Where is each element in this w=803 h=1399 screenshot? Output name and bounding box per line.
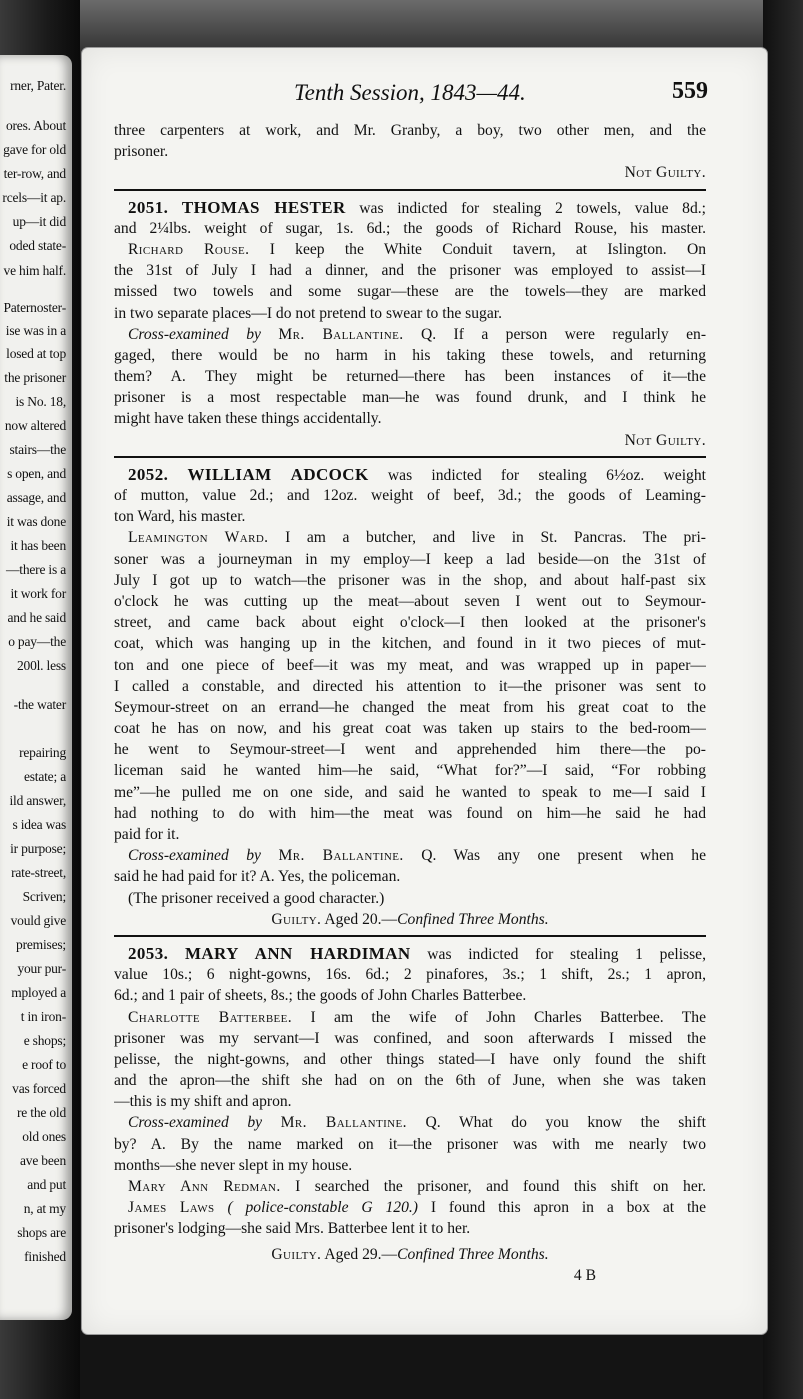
facing-page-text-fragment: it has been — [10, 538, 66, 553]
text-line: and 2¼lbs. weight of sugar, 1s. 6d.; the goods of Richard Rouse, his master. — [114, 219, 706, 237]
facing-page-text-fragment: Scriven; — [22, 889, 66, 904]
defendant-name: WILLIAM ADCOCK — [187, 464, 369, 484]
text-line: value 10s.; 6 night-gowns, 16s. 6d.; 2 pinafores, 3s.; 1 shift, 2s.; 1 apron, — [114, 966, 706, 984]
witness-name: Leamington Ward. — [128, 529, 269, 547]
facing-page-text-fragment: ild answer, — [9, 793, 66, 808]
text-line: prisoner was my servant—I was confined, and soon afterwards I missed the — [114, 1029, 706, 1047]
facing-page-text-fragment: and he said — [7, 610, 66, 625]
testimony-text: I found this apron in a box at the — [430, 1199, 706, 1217]
section-divider — [114, 935, 706, 937]
facing-page-text-fragment: ir purpose; — [10, 841, 66, 856]
text-line: —this is my shift and apron. — [114, 1093, 292, 1111]
verdict-guilty: Guilty. — [271, 1245, 322, 1263]
verdict-guilty: Guilty. — [271, 910, 322, 928]
facing-page-text-fragment: o pay—the — [8, 634, 66, 649]
facing-page-text-fragment: oded state- — [9, 238, 66, 253]
cross-examination-line — [114, 324, 706, 345]
case-number: 2051. — [128, 197, 169, 217]
text-line: prisoner. — [114, 143, 169, 161]
testimony-text: I am the wife of John Charles Batterbee. The — [310, 1008, 706, 1026]
case-number: 2052. — [128, 464, 169, 484]
section-divider — [114, 189, 706, 191]
verdict: Not Guilty. — [624, 431, 706, 449]
facing-page-text-fragment: rcels—it ap. — [2, 190, 66, 205]
facing-page-text-fragment: ise was in a — [5, 323, 66, 338]
text-line: Seymour-street on an errand—he changed the meat from his great coat to the — [114, 698, 706, 716]
text-line: I called a constable, and directed his attention to it—the prisoner was sent to — [114, 677, 706, 695]
running-title: Tenth Session, 1843—44. — [294, 80, 526, 105]
facing-page-text-fragment: vould give — [10, 913, 66, 928]
indictment-text: was indicted for stealing 2 towels, value 8d.; — [359, 199, 706, 217]
scan-background-right — [763, 0, 803, 1399]
text-line: three carpenters at work, and Mr. Granby, a boy, two other men, and the — [114, 122, 706, 139]
facing-page-text-fragment: your pur- — [17, 961, 66, 976]
cross-examination-line — [114, 1112, 706, 1133]
witness-name: Mary Ann Redman. — [128, 1178, 281, 1195]
facing-page-text-fragment: rate-street, — [11, 865, 66, 880]
text-line: ton and one piece of beef—it was my meat, and was wrapped up in paper— — [114, 656, 706, 674]
text-line: he went to Seymour-street—I went and apprehended him there—the po- — [114, 741, 706, 759]
facing-page-fragment — [0, 55, 72, 1320]
facing-page-text-fragment: re the old — [17, 1105, 66, 1120]
facing-page-text-fragment: assage, and — [6, 490, 66, 505]
defendant-name: THOMAS HESTER — [181, 197, 346, 217]
verdict: Not Guilty. — [624, 164, 706, 182]
facing-page-text-fragment: rner, Pater. — [10, 78, 66, 93]
counsel-name: Mr. Ballantine. — [278, 325, 404, 343]
facing-page-text-fragment: it work for — [10, 586, 66, 601]
verdict-age: Aged 29.— — [324, 1245, 398, 1263]
counsel-name: Mr. Ballantine. — [280, 1114, 407, 1132]
testimony-line — [114, 1176, 706, 1197]
text-line: might have taken these things accidentally. — [114, 410, 382, 428]
verdict — [114, 909, 706, 930]
facing-page-text-fragment: stairs—the — [9, 442, 66, 457]
question-text: Q. Was any one present when he — [421, 847, 706, 865]
facing-page-text-fragment: s open, and — [7, 466, 66, 481]
facing-page-text-fragment: gave for old — [3, 142, 66, 157]
facing-page-text-fragment: e roof to — [22, 1057, 66, 1072]
text-line: paid for it. — [114, 826, 180, 843]
document-page — [82, 48, 767, 1334]
text-line: of mutton, value 2d.; and 12oz. weight of beef, 3d.; the goods of Leaming- — [114, 487, 706, 504]
testimony-text: I am a butcher, and live in St. Pancras. The pri- — [285, 529, 706, 547]
text-line: soner was a journeyman in my employ—I keep a lad beside—on the 31st of — [114, 550, 706, 568]
text-line: prisoner is a most respectable man—he was found drunk, and I think he — [114, 389, 706, 407]
text-line: in two separate places—I do not pretend to swear to the sugar. — [114, 304, 502, 322]
text-line: said he had paid for it? A. Yes, the policeman. — [114, 868, 401, 886]
page-header — [82, 80, 767, 120]
question-text: Q. What do you know the shift — [425, 1114, 706, 1132]
text-line: July I got up to watch—the prisoner was in the shop, and about half-past six — [114, 571, 706, 589]
testimony-text: I searched the prisoner, and found this shift on her. — [295, 1178, 706, 1195]
case-number: 2053. — [128, 943, 169, 963]
facing-page-text-fragment: the prisoner — [4, 370, 66, 385]
facing-page-text-fragment: up—it did — [12, 214, 66, 229]
case-heading — [114, 943, 706, 964]
testimony-text: I keep the White Conduit tavern, at Islington. On — [269, 240, 706, 258]
text-line: street, and came back about eight o'clock—I then looked at the prisoner's — [114, 614, 706, 632]
facing-page-text-fragment: -the water — [13, 697, 66, 712]
facing-page-text-fragment: ter-row, and — [3, 166, 66, 181]
indictment-text: was indicted for stealing 6½oz. weight — [387, 466, 706, 484]
testimony-line — [114, 239, 706, 260]
facing-page-text-fragment: repairing — [19, 745, 66, 760]
text-line: o'clock he was cutting up the meat—about seven I went out to Seymour- — [114, 592, 706, 610]
facing-page-text-fragment: Paternoster- — [3, 300, 66, 315]
facing-page-text-fragment: —there is a — [5, 562, 66, 577]
facing-page-text-fragment: ve him half. — [3, 263, 66, 278]
facing-page-text-fragment: ores. About — [5, 118, 66, 133]
facing-page-text-fragment: losed at top — [6, 346, 66, 361]
text-line: (The prisoner received a good character.) — [128, 889, 385, 907]
facing-page-text-fragment: it was done — [6, 514, 66, 529]
section-divider — [114, 456, 706, 458]
text-line: ton Ward, his master. — [114, 508, 246, 526]
text-line: the 31st of July I had a dinner, and the prisoner was employed to assist—I — [114, 262, 706, 280]
text-line: coat, which was hanging up in the kitchen, and found in it two pieces of mut- — [114, 635, 706, 653]
facing-page-text-fragment: is No. 18, — [15, 394, 66, 409]
facing-page-text-fragment: old ones — [22, 1129, 66, 1144]
text-line: pelisse, the night-gowns, and other things stated—I have only found the shift — [114, 1050, 706, 1068]
text-line: months—she never slept in my house. — [114, 1156, 353, 1174]
witness-name: James Laws — [128, 1199, 215, 1217]
witness-name: Charlotte Batterbee. — [128, 1008, 293, 1026]
page-number: 559 — [672, 78, 708, 104]
verdict-age: Aged 20.— — [324, 910, 398, 928]
text-line: missed two towels and some sugar—these are the towels—they are marked — [114, 283, 706, 301]
text-line: them? A. They might be returned—there has been instances of it—the — [114, 368, 706, 386]
facing-page-text-fragment: t in iron- — [20, 1009, 66, 1024]
facing-page-text-fragment: e shops; — [23, 1033, 66, 1048]
text-line: coat he has on now, and his great coat was taken up stairs to the bed-room— — [114, 720, 706, 738]
defendant-name: MARY ANN HARDIMAN — [184, 943, 411, 963]
cross-examination-line — [114, 845, 706, 866]
testimony-line — [114, 527, 706, 548]
counsel-name: Mr. Ballantine. — [278, 847, 404, 865]
facing-page-text-fragment: estate; a — [23, 769, 66, 784]
verdict — [114, 1244, 706, 1265]
witness-name: Richard Rouse. — [128, 240, 250, 258]
signature-mark: 4 B — [573, 1266, 596, 1284]
testimony-line — [114, 1197, 706, 1218]
verdict-sentence: Confined Three Months. — [397, 1245, 549, 1263]
facing-page-text-fragment: 200l. less — [16, 658, 66, 673]
facing-page-text-fragment: n, at my — [23, 1201, 66, 1216]
facing-page-text-fragment: vas forced — [12, 1081, 66, 1096]
page-body — [114, 120, 706, 1286]
text-line: gaged, there would be no harm in his taking these towels, and returning — [114, 346, 706, 364]
facing-page-text-fragment: ave been — [20, 1153, 66, 1168]
facing-page-text-fragment: premises; — [16, 937, 66, 952]
text-line: me”—he pulled me on one side, and said he wanted to speak to me—I said I — [114, 783, 706, 801]
indictment-text: was indicted for stealing 1 pelisse, — [427, 945, 706, 963]
verdict-sentence: Confined Three Months. — [397, 910, 549, 928]
facing-page-text-fragment: mployed a — [11, 985, 66, 1000]
text-line: prisoner's lodging—she said Mrs. Batterbee lent it to her. — [114, 1220, 471, 1238]
facing-page-text-fragment: shops are — [17, 1225, 66, 1240]
case-heading — [114, 197, 706, 218]
cross-label: Cross-examined by — [128, 847, 261, 865]
facing-page-text-fragment: and put — [27, 1177, 66, 1192]
text-line: liceman said he wanted him—he said, “What for?”—I said, “For robbing — [114, 762, 706, 780]
facing-page-text-fragment: now altered — [4, 418, 66, 433]
facing-page-text-fragment: finished — [24, 1249, 66, 1264]
text-line: had nothing to do with him—the meat was found on him—he said he had — [114, 804, 706, 822]
text-line: and the apron—the shift she had on on the 6th of June, when she was taken — [114, 1072, 706, 1090]
text-line: by? A. By the name marked on it—the prisoner was with me nearly two — [114, 1135, 706, 1153]
case-heading — [114, 464, 706, 485]
cross-label: Cross-examined by — [128, 1114, 263, 1132]
question-text: Q. If a person were regularly en- — [420, 325, 706, 343]
facing-page-text-fragment: s idea was — [12, 817, 66, 832]
witness-role: ( police-constable G 120.) — [227, 1199, 418, 1217]
text-line: 6d.; and 1 pair of sheets, 8s.; the goods of John Charles Batterbee. — [114, 987, 527, 1005]
cross-label: Cross-examined by — [128, 325, 261, 343]
testimony-line — [114, 1007, 706, 1028]
